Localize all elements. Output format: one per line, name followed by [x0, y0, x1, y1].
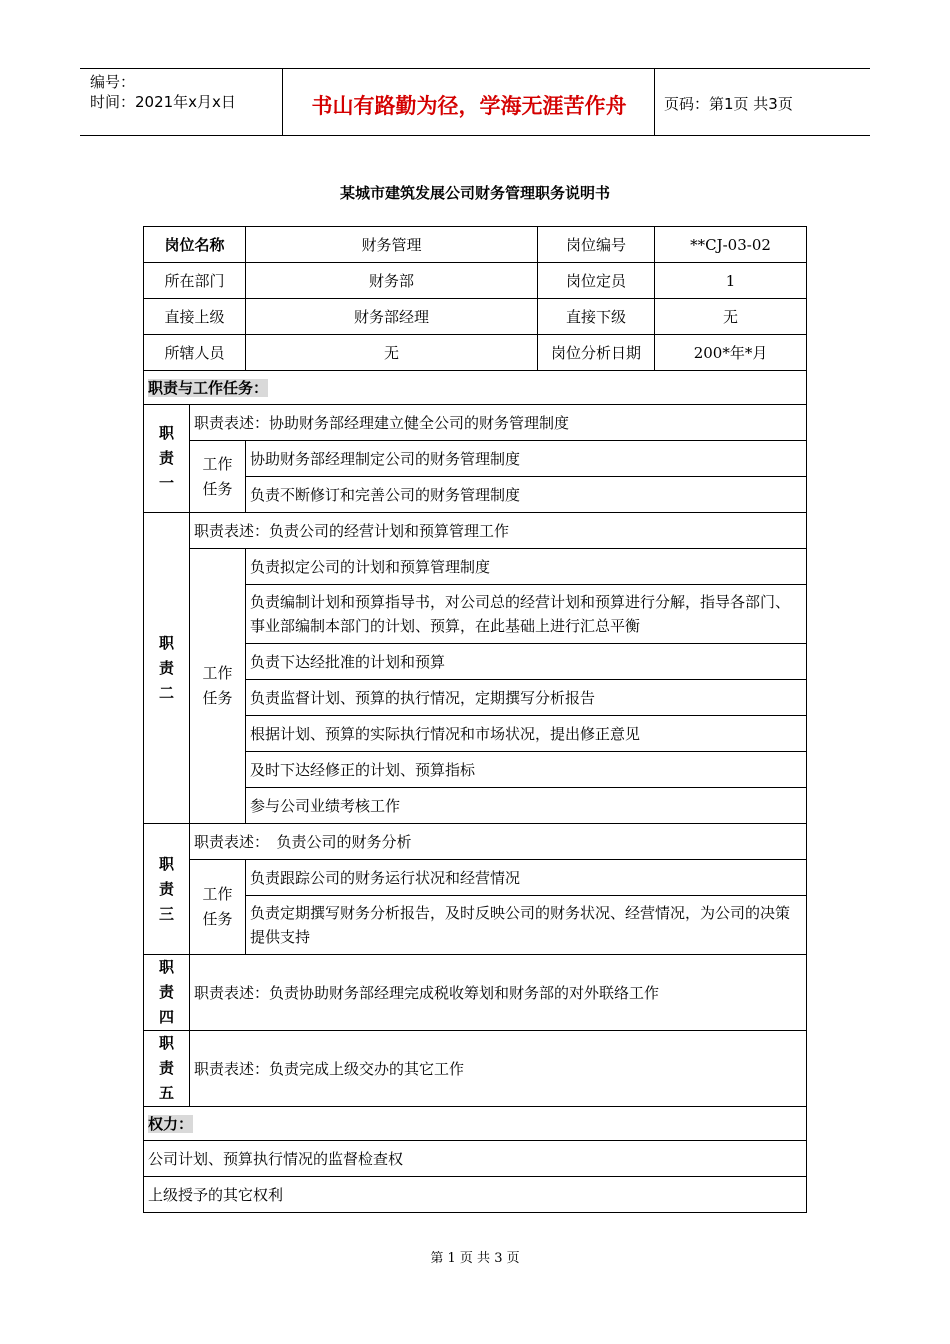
duty-1-statement: 职责表述：协助财务部经理建立健全公司的财务管理制度	[190, 405, 807, 441]
analysis-date-value: 200*年*月	[655, 335, 807, 371]
header-motto: 书山有路勤为径，学海无涯苦作舟	[311, 94, 627, 118]
subordinate-value: 无	[655, 299, 807, 335]
header-bottom-rule	[80, 135, 870, 136]
info-row-post-name	[144, 227, 807, 263]
analysis-date-label: 岗位分析日期	[538, 335, 655, 371]
info-row-superior	[144, 299, 807, 335]
job-description-table	[143, 226, 807, 1213]
staff-label: 所辖人员	[144, 335, 246, 371]
authority-row	[144, 1177, 807, 1213]
header-divider-left	[282, 68, 283, 135]
duty-2-label-text: 职责二	[159, 633, 175, 702]
duty-3-task-label	[190, 860, 246, 955]
document-title: 某城市建筑发展公司财务管理职务说明书	[339, 184, 610, 202]
duty-2-task-3: 负责下达经批准的计划和预算	[246, 644, 807, 680]
header-top-rule	[80, 68, 870, 69]
duty-2-statement: 职责表述：负责公司的经营计划和预算管理工作	[190, 513, 807, 549]
duty-2-statement-row	[144, 513, 807, 549]
quota-value: 1	[655, 263, 807, 299]
header-divider-right	[654, 68, 655, 135]
authority-header: 权力：	[148, 1115, 194, 1133]
info-row-staff	[144, 335, 807, 371]
duty-3-statement-row	[144, 824, 807, 860]
superior-value: 财务部经理	[246, 299, 538, 335]
duty-1-task-row	[144, 441, 807, 477]
duty-2-label	[144, 513, 190, 824]
duty-5-row	[144, 1031, 807, 1107]
duty-3-task-2: 负责定期撰写财务分析报告，及时反映公司的财务状况、经营情况，为公司的决策提供支持	[246, 896, 807, 955]
duty-3-label	[144, 824, 190, 955]
task-label-text: 工作任务	[202, 664, 233, 707]
duty-2-task-label	[190, 549, 246, 824]
duty-2-task-row	[144, 549, 807, 585]
quota-label: 岗位定员	[538, 263, 655, 299]
duty-3-label-text: 职责三	[159, 854, 175, 923]
post-name-value: 财务管理	[246, 227, 538, 263]
duty-1-label	[144, 405, 190, 513]
dept-value: 财务部	[246, 263, 538, 299]
duty-2-task-7: 参与公司业绩考核工作	[246, 788, 807, 824]
duty-3-task-1: 负责跟踪公司的财务运行状况和经营情况	[246, 860, 807, 896]
duty-1-task-label	[190, 441, 246, 513]
authority-row	[144, 1141, 807, 1177]
authority-header-row	[144, 1107, 807, 1141]
info-row-dept	[144, 263, 807, 299]
authority-1: 公司计划、预算执行情况的监督检查权	[144, 1141, 807, 1177]
duties-header-row	[144, 371, 807, 405]
header-page-info: 页码：第1页 共3页	[664, 95, 793, 113]
duty-4-label-text: 职责四	[159, 958, 175, 1026]
code-label: 编号：	[90, 73, 136, 91]
duty-3-task-row	[144, 860, 807, 896]
duty-5-label-text: 职责五	[159, 1034, 175, 1102]
post-name-label: 岗位名称	[144, 227, 246, 263]
date-label: 时间：2021年x月x日	[90, 93, 236, 111]
duty-2-task-4: 负责监督计划、预算的执行情况，定期撰写分析报告	[246, 680, 807, 716]
duty-1-label-text: 职责一	[159, 424, 175, 492]
task-label-text: 工作任务	[202, 885, 233, 928]
post-code-label: 岗位编号	[538, 227, 655, 263]
staff-value: 无	[246, 335, 538, 371]
duty-5-label	[144, 1031, 190, 1107]
superior-label: 直接上级	[144, 299, 246, 335]
duty-2-task-6: 及时下达经修正的计划、预算指标	[246, 752, 807, 788]
duty-2-task-2: 负责编制计划和预算指导书，对公司总的经营计划和预算进行分解，指导各部门、事业部编制本部门的计划、预算，在此基础上进行汇总平衡	[246, 585, 807, 644]
authority-2: 上级授予的其它权利	[144, 1177, 807, 1213]
dept-label: 所在部门	[144, 263, 246, 299]
duties-header-cell	[144, 371, 807, 405]
duty-3-statement: 职责表述： 负责公司的财务分析	[190, 824, 807, 860]
duty-5-statement: 职责表述：负责完成上级交办的其它工作	[190, 1031, 807, 1107]
authority-header-cell	[144, 1107, 807, 1141]
header-meta	[90, 72, 236, 112]
duty-4-row	[144, 955, 807, 1031]
post-code-value: **CJ-03-02	[655, 227, 807, 263]
duty-2-task-1: 负责拟定公司的计划和预算管理制度	[246, 549, 807, 585]
duty-2-task-5: 根据计划、预算的实际执行情况和市场状况，提出修正意见	[246, 716, 807, 752]
duty-1-task-2: 负责不断修订和完善公司的财务管理制度	[246, 477, 807, 513]
page-footer: 第 1 页 共 3 页	[430, 1251, 520, 1266]
duty-1-statement-row	[144, 405, 807, 441]
subordinate-label: 直接下级	[538, 299, 655, 335]
task-label-text: 工作任务	[202, 454, 233, 498]
duty-1-task-1: 协助财务部经理制定公司的财务管理制度	[246, 441, 807, 477]
duty-4-statement: 职责表述：负责协助财务部经理完成税收筹划和财务部的对外联络工作	[190, 955, 807, 1031]
duties-header: 职责与工作任务：	[148, 379, 269, 397]
duty-4-label	[144, 955, 190, 1031]
